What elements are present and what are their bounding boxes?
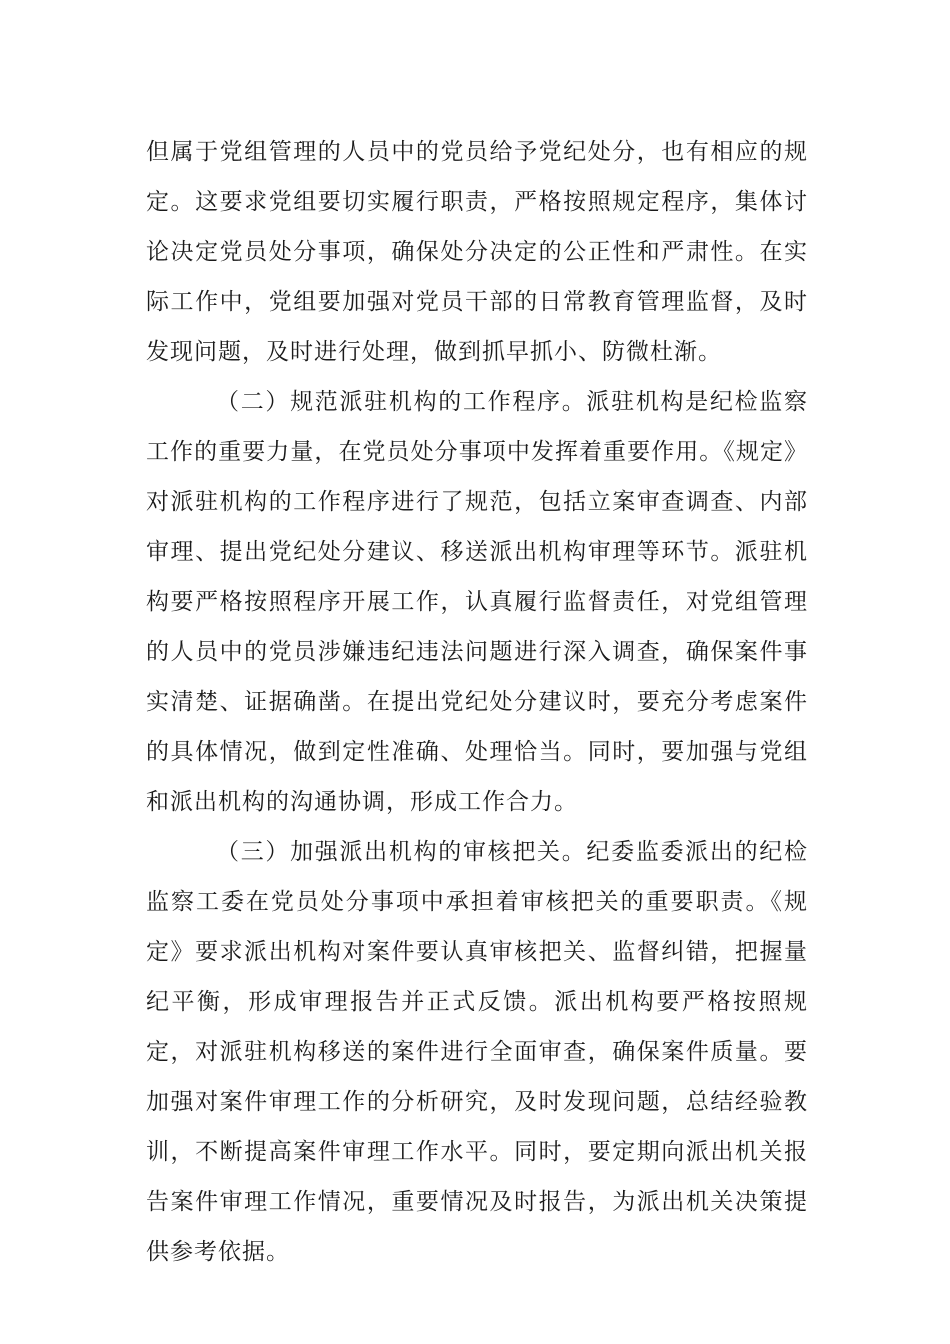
document-body bbox=[146, 127, 808, 1277]
paragraph-continuation: 但属于党组管理的人员中的党员给予党纪处分，也有相应的规定。这要求党组要切实履行职责，严格按照规定程序，集体讨论决定党员处分事项，确保处分决定的公正性和严肃性。在实际工作中，党组要加强对党员干部的日常教育管理监督，及时发现问题，及时进行处理，做到抓早抓小、防微杜渐。 bbox=[146, 139, 808, 365]
paragraph-section-two: （二）规范派驻机构的工作程序。派驻机构是纪检监察工作的重要力量，在党员处分事项中发挥着重要作用。《规定》对派驻机构的工作程序进行了规范，包括立案审查调查、内部审理、提出党纪处分建议、移送派出机构审理等环节。派驻机构要严格按照程序开展工作，认真履行监督责任，对党组管理的人员中的党员涉嫌违纪违法问题进行深入调查，确保案件事实清楚、证据确凿。在提出党纪处分建议时，要充分考虑案件的具体情况，做到定性准确、处理恰当。同时，要加强与党组和派出机构的沟通协调，形成工作合力。 bbox=[146, 389, 808, 815]
paragraph-section-three: （三）加强派出机构的审核把关。纪委监委派出的纪检监察工委在党员处分事项中承担着审核把关的重要职责。《规定》要求派出机构对案件要认真审核把关、监督纠错，把握量纪平衡，形成审理报告并正式反馈。派出机构要严格按照规定，对派驻机构移送的案件进行全面审查，确保案件质量。要加强对案件审理工作的分析研究，及时发现问题，总结经验教训，不断提高案件审理工作水平。同时，要定期向派出机关报告案件审理工作情况，重要情况及时报告，为派出机关决策提供参考依据。 bbox=[146, 839, 808, 1265]
